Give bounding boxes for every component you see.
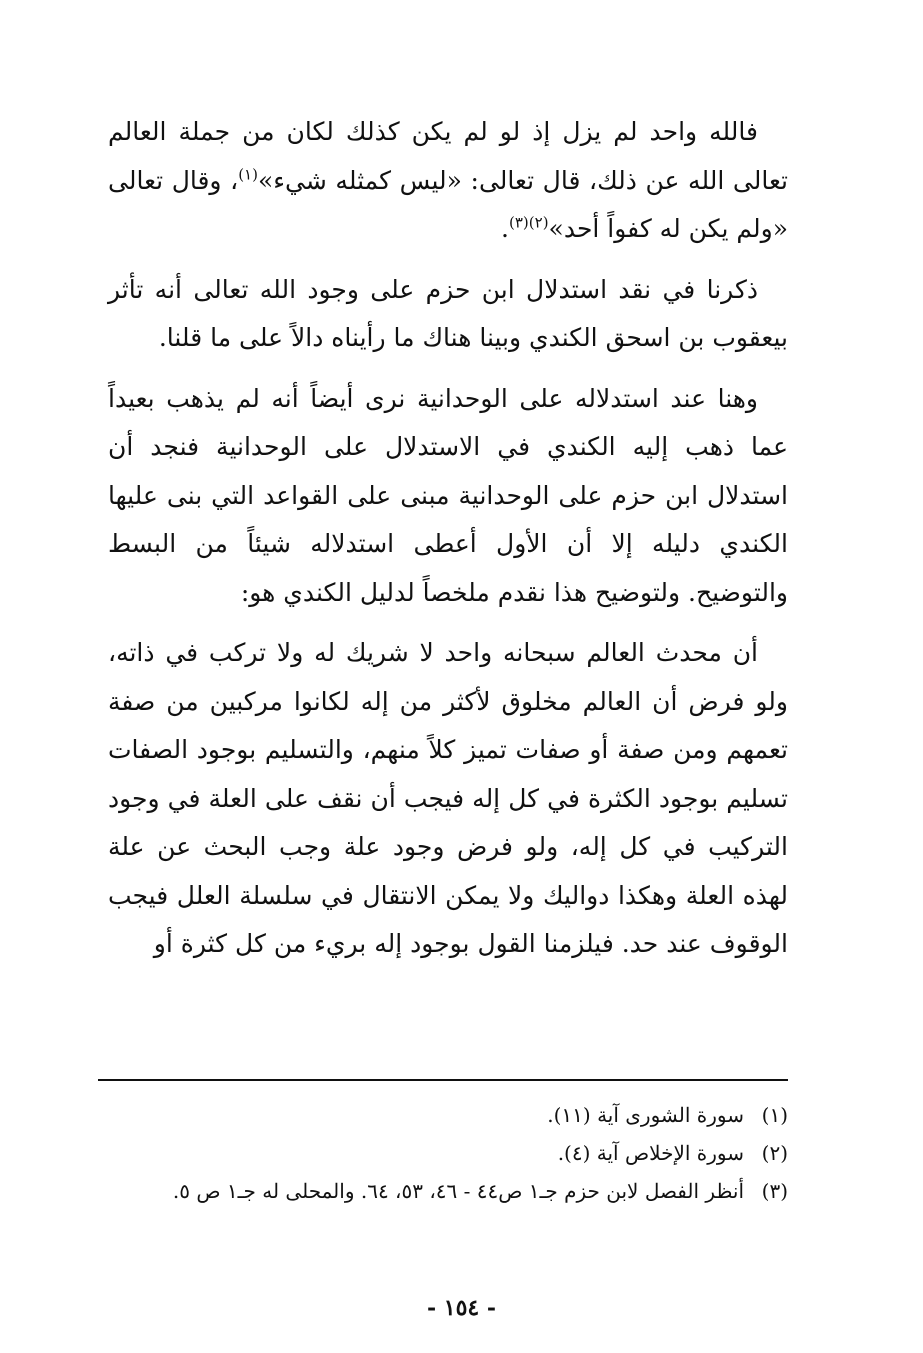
- paragraph-2: ذكرنا في نقد استدلال ابن حزم على وجود الله تعالى أنه تأثر بيعقوب بن اسحق الكندي وبينا هناك ما رأيناه دالاً على ما قلنا.: [108, 274, 788, 352]
- footnote-3: [108, 1172, 788, 1210]
- paragraph-1-part-2: ، وقال تعالى «ولم يكن له كفواً أحد»: [108, 165, 788, 243]
- footnote-ref-1: (١): [238, 165, 258, 184]
- footnote-2: [108, 1134, 788, 1172]
- footnote-number: (٢): [761, 1141, 788, 1165]
- paragraph-1-part-1: فالله واحد لم يزل إذ لو لم يكن كذلك لكان من جملة العالم تعالى الله عن ذلك، قال تعالى: «ليس كمثله شيء»: [108, 117, 789, 195]
- footnote-text: سورة الإخلاص آية (٤).: [557, 1141, 744, 1165]
- footnote-1: [108, 1096, 788, 1134]
- paragraph-1: [108, 108, 788, 254]
- main-text: [108, 108, 788, 981]
- footnote-ref-2-3: (٢)(٣): [508, 213, 549, 232]
- footnote-text: سورة الشورى آية (١١).: [547, 1103, 744, 1127]
- paragraph-3: وهنا عند استدلاله على الوحدانية نرى أيضاً أنه لم يذهب بعيداً عما ذهب إليه الكندي في الاستدلال على الوحدانية فنجد أن استدلال ابن حزم على الوحدانية مبنى على القواعد التي بنى عليها الكندي دليله إلا أن الأول أعطى استدلاله شيئاً من البسط والتوضيح. ولتوضيح هذا نقدم ملخصاً لدليل الكندي هو:: [108, 383, 788, 607]
- footnote-text: أنظر الفصل لابن حزم جـ١ ص٤٤ - ٤٦، ٥٣، ٦٤. والمحلى له جـ١ ص ٥.: [172, 1179, 744, 1203]
- paragraph-4: أن محدث العالم سبحانه واحد لا شريك له ولا تركب في ذاته، ولو فرض أن العالم مخلوق لأكثر من إله لكانوا مركبين من صفة تعمهم ومن صفة أو صفات تميز كلاً منهم، والتسليم بوجود الصفات تسليم بوجود الكثرة في كل إله فيجب أن نقف على العلة في وجود التركيب في كل إله، ولو فرض وجود علة وجب البحث عن علة لهذه العلة وهكذا دواليك ولا يمكن الانتقال في سلسلة العلل فيجب الوقوف عند حد. فيلزمنا القول بوجود إله بريء من كل كثرة أو: [108, 638, 788, 958]
- paragraph-1-part-3: .: [501, 214, 509, 243]
- footnote-separator: [98, 1079, 788, 1081]
- footnote-number: (٣): [761, 1179, 788, 1203]
- footnote-number: (١): [761, 1103, 788, 1127]
- page-number: - ١٥٤ -: [426, 1295, 497, 1321]
- footnotes: [108, 1096, 788, 1210]
